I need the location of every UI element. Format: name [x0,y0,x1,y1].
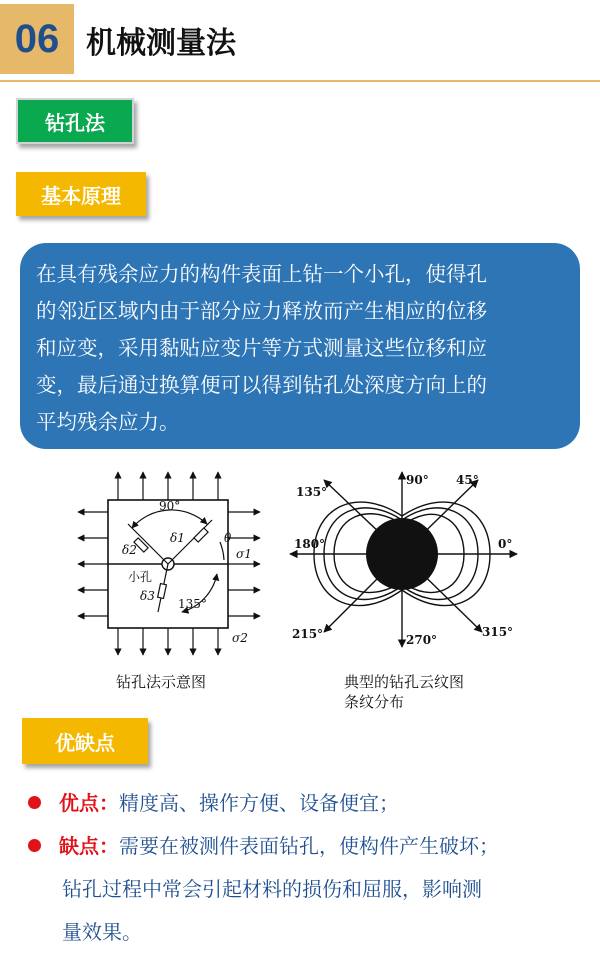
angle-135: 135° [296,485,328,499]
cons-text: 需要在被测件表面钻孔，使构件产生破坏； [119,834,499,858]
label-90: 90° [159,499,181,513]
drilling-schematic-figure [70,462,270,657]
drilled-hole-disk [366,518,438,590]
principle-line: 和应变，采用黏贴应变片等方式测量这些位移和应 [36,336,487,360]
label-delta2: δ2 [122,543,137,557]
section-number: 06 [0,4,74,74]
right-caption-line: 典型的钻孔云纹图 [344,673,465,691]
label-delta3: δ3 [140,589,155,603]
angle-0: 0° [498,537,513,551]
angle-315: 315° [482,625,514,639]
angle-215: 215° [292,627,324,641]
right-caption-line: 条纹分布 [344,693,405,711]
label-sigma2: σ2 [232,631,248,645]
principle-tag: 基本原理 [16,172,146,216]
cons-continuation: 钻孔过程中常会引起材料的损伤和屈服，影响测 [62,877,482,901]
principle-line: 平均残余应力。 [36,410,180,434]
principle-line: 在具有残余应力的构件表面上钻一个小孔，使得孔 [36,262,487,286]
pros-text: 精度高、操作方便、设备便宜； [119,791,399,815]
cons-item [28,826,499,866]
label-hole: 小孔 [128,570,153,584]
principle-box [20,243,580,449]
method-tag: 钻孔法 [16,98,134,144]
right-figure-caption [344,672,464,712]
label-sigma1: σ1 [236,547,252,561]
angle-180: 180° [294,537,326,551]
cons-continuation: 量效果。 [62,920,142,944]
page-title: 机械测量法 [86,26,236,61]
moire-fringe-figure [282,462,537,657]
bullet-dot-icon [28,796,41,809]
label-delta1: δ1 [170,531,185,545]
header-divider [0,80,600,82]
pros-cons-tag: 优缺点 [22,718,148,764]
bullet-dot-icon [28,839,41,852]
principle-line: 变，最后通过换算便可以得到钻孔处深度方向上的 [36,373,487,397]
angle-45: 45° [456,473,479,487]
label-theta: θ [224,531,232,545]
cons-label: 缺点： [59,834,119,858]
left-figure-caption: 钻孔法示意图 [116,673,207,691]
principle-line: 的邻近区域内由于部分应力释放而产生相应的位移 [36,299,487,323]
pros-label: 优点： [59,791,119,815]
pros-item [28,783,399,823]
angle-270: 270° [406,633,438,647]
angle-90: 90° [406,473,429,487]
label-135: 135° [178,597,207,611]
